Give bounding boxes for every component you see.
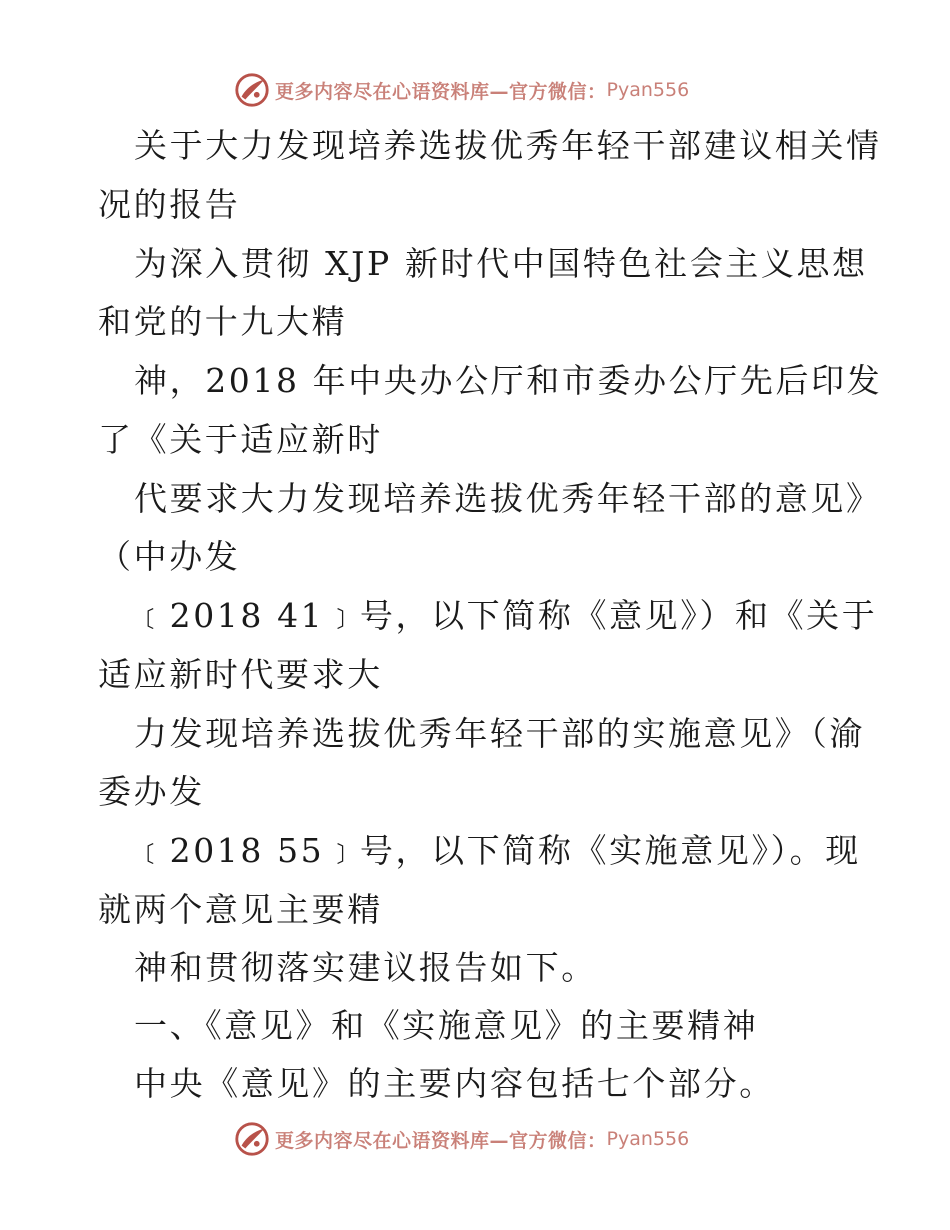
paragraph-line: （中办发: [98, 537, 241, 576]
ink-brush-logo-icon: [233, 1120, 271, 1158]
paragraph-line: 中央《意见》的主要内容包括七个部分。: [134, 1064, 775, 1103]
footer-watermark: [233, 1119, 689, 1159]
watermark-text: 更多内容尽在心语资料库—官方微信：: [275, 80, 607, 103]
paragraph-line: 为深入贯彻 XJP 新时代中国特色社会主义思想: [134, 244, 868, 283]
paragraph-line: 适应新时代要求大: [98, 655, 383, 694]
paragraph-line: 神，2018 年中央办公厅和市委办公厅先后印发: [134, 361, 883, 400]
watermark-account: Pyan556: [606, 79, 690, 101]
paragraph-line: ﹝2018 41﹞号，以下简称《意见》）和《关于: [134, 596, 878, 635]
watermark-text: 更多内容尽在心语资料库—官方微信：: [275, 1129, 607, 1152]
paragraph-line: 神和贯彻落实建议报告如下。: [134, 948, 597, 987]
document-title-line-1: 关于大力发现培养选拔优秀年轻干部建议相关情: [134, 126, 882, 165]
watermark-account: Pyan556: [606, 1128, 690, 1150]
paragraph-line: 代要求大力发现培养选拔优秀年轻干部的意见》: [134, 479, 882, 518]
paragraph-line: 力发现培养选拔优秀年轻干部的实施意见》（渝: [134, 714, 866, 753]
paragraph-line: ﹝2018 55﹞号，以下简称《实施意见》）。现: [134, 831, 861, 870]
paragraph-line: 和党的十九大精: [98, 302, 348, 341]
paragraph-line: 委办发: [98, 772, 205, 811]
paragraph-line: 了《关于适应新时: [98, 420, 383, 459]
paragraph-line: 就两个意见主要精: [98, 890, 383, 929]
document-title-line-2: 况的报告: [98, 185, 241, 224]
section-heading: 一、《意见》和《实施意见》的主要精神: [134, 1006, 759, 1045]
